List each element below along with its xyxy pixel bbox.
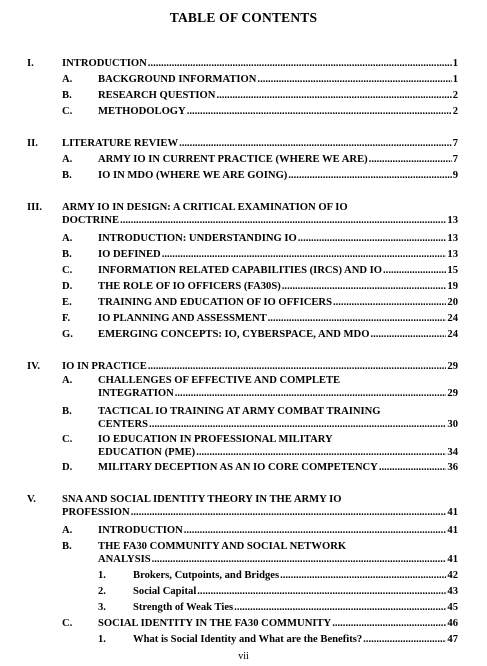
dot-leader (148, 361, 447, 373)
toc-entry-title: CHALLENGES OF EFFECTIVE AND COMPLETE (98, 375, 341, 386)
toc-entry-title: ARMY IO IN DESIGN: A CRITICAL EXAMINATION OF IO (62, 202, 348, 213)
toc-entry-title: Brokers, Cutpoints, and Bridges (133, 570, 280, 581)
toc-entry-number: C. (62, 106, 73, 117)
toc-entry-page: 24 (447, 313, 458, 324)
toc-entry-page: 7 (452, 154, 458, 165)
toc-entry-number: V. (27, 494, 36, 505)
toc-entry-line (133, 602, 458, 614)
toc-entry-title-continued: CENTERS (98, 419, 149, 430)
page-number-footer: vii (238, 651, 249, 662)
dot-leader (152, 554, 447, 566)
toc-entry-line (98, 265, 458, 277)
toc-entry-number: B. (62, 249, 72, 260)
toc-entry-page: 13 (447, 215, 458, 226)
toc-entry-line (133, 586, 458, 598)
toc-entry-page: 45 (447, 602, 458, 613)
toc-entry-number: 1. (98, 570, 106, 581)
dot-leader (179, 138, 452, 150)
dot-leader (197, 586, 446, 598)
toc-entry-title-continued: PROFESSION (62, 507, 130, 518)
toc-entry-number: G. (62, 329, 73, 340)
dot-leader (120, 215, 446, 227)
toc-entry-title-continued: DOCTRINE (62, 215, 120, 226)
toc-entry-line (62, 58, 458, 70)
toc-entry-line (98, 313, 458, 325)
toc-entry-line (98, 233, 458, 245)
toc-entry-line (98, 281, 458, 293)
toc-entry-number: B. (62, 90, 72, 101)
toc-entry-line (98, 618, 458, 630)
toc-entry-title: EMERGING CONCEPTS: IO, CYBERSPACE, AND MDO (98, 329, 370, 340)
toc-entry-title: Social Capital (133, 586, 197, 597)
toc-entry-title: SNA AND SOCIAL IDENTITY THEORY IN THE ARMY IO (62, 494, 342, 505)
dot-leader (184, 525, 447, 537)
dot-leader (187, 106, 452, 118)
toc-entry-line (98, 297, 458, 309)
toc-entry-page: 20 (447, 297, 458, 308)
dot-leader (216, 90, 451, 102)
dot-leader (369, 154, 452, 166)
toc-entry-line (98, 554, 458, 566)
toc-entry-number: II. (27, 138, 38, 149)
toc-entry-title: INTRODUCTION (62, 58, 147, 69)
toc-entry-page: 1 (452, 74, 458, 85)
toc-entry-number: D. (62, 281, 73, 292)
toc-entry-page: 29 (447, 361, 458, 372)
dot-leader (370, 329, 446, 341)
toc-entry-number: A. (62, 74, 73, 85)
toc-entry-number: III. (27, 202, 43, 213)
toc-entry-title-continued: ANALYSIS (98, 554, 151, 565)
page-title: TABLE OF CONTENTS (169, 10, 318, 25)
toc-entry-title: METHODOLOGY (98, 106, 186, 117)
toc-entry-page: 34 (447, 447, 458, 458)
toc-entry-page: 47 (447, 634, 458, 645)
dot-leader (148, 58, 452, 70)
toc-entry-number: 3. (98, 602, 106, 613)
toc-entry-line (98, 525, 458, 537)
toc-entry-number: A. (62, 154, 73, 165)
dot-leader (149, 419, 446, 431)
toc-entry-line (133, 570, 458, 582)
toc-entry-page: 13 (447, 233, 458, 244)
toc-entry-number: A. (62, 525, 73, 536)
toc-entry-title: THE ROLE OF IO OFFICERS (FA30S) (98, 281, 281, 292)
toc-entry-title: TRAINING AND EDUCATION OF IO OFFICERS (98, 297, 332, 308)
toc-entry-page: 1 (452, 58, 458, 69)
toc-entry-number: B. (62, 541, 72, 552)
toc-entry-number: 2. (98, 586, 106, 597)
toc-entry-number: B. (62, 406, 72, 417)
toc-entry-line (98, 462, 458, 474)
toc-entry-page: 36 (447, 462, 458, 473)
toc-entry-line (98, 74, 458, 86)
toc-entry-number: E. (62, 297, 72, 308)
toc-entry-title: What is Social Identity and What are the Benefits? (133, 634, 363, 645)
toc-entry-line (62, 138, 458, 150)
toc-entry-number: D. (62, 462, 73, 473)
toc-entry-line (62, 361, 458, 373)
toc-entry-line (62, 215, 458, 227)
toc-entry-page: 19 (447, 281, 458, 292)
toc-entry-title: IO EDUCATION IN PROFESSIONAL MILITARY (98, 434, 333, 445)
toc-entry-line (98, 249, 458, 261)
toc-entry-title: IO PLANNING AND ASSESSMENT (98, 313, 267, 324)
toc-entry-page: 41 (447, 554, 458, 565)
toc-entry-page: 2 (452, 106, 458, 117)
dot-leader (332, 618, 446, 630)
dot-leader (383, 265, 446, 277)
toc-entry-line (98, 419, 458, 431)
toc-entry-title: RESEARCH QUESTION (98, 90, 216, 101)
toc-entry-number: 1. (98, 634, 106, 645)
toc-entry-title: MILITARY DECEPTION AS AN IO CORE COMPETENCY (98, 462, 378, 473)
dot-leader (175, 388, 447, 400)
dot-leader (363, 634, 446, 646)
toc-entry-page: 9 (452, 170, 458, 181)
dot-leader (162, 249, 447, 261)
toc-entry-number: IV. (27, 361, 41, 372)
toc-entry-line (98, 329, 458, 341)
toc-entry-line (98, 106, 458, 118)
toc-entry-line (98, 170, 458, 182)
toc-entry-number: A. (62, 233, 73, 244)
dot-leader (196, 447, 446, 459)
toc-entry-line (98, 154, 458, 166)
toc-entry-number: C. (62, 265, 73, 276)
toc-entry-page: 13 (447, 249, 458, 260)
toc-entry-number: C. (62, 434, 73, 445)
toc-entry-number: A. (62, 375, 73, 386)
toc-entry-title: Strength of Weak Ties (133, 602, 234, 613)
toc-entry-title: THE FA30 COMMUNITY AND SOCIAL NETWORK (98, 541, 347, 552)
toc-entry-title: INFORMATION RELATED CAPABILITIES (IRCS) AND IO (98, 265, 383, 276)
toc-entry-page: 43 (447, 586, 458, 597)
toc-entry-title: IO IN MDO (WHERE WE ARE GOING) (98, 170, 288, 181)
toc-entry-title: TACTICAL IO TRAINING AT ARMY COMBAT TRAINING (98, 406, 381, 417)
dot-leader (333, 297, 446, 309)
toc-entry-number: B. (62, 170, 72, 181)
toc-entry-line (62, 507, 458, 519)
toc-entry-title: LITERATURE REVIEW (62, 138, 179, 149)
toc-entry-title: IO IN PRACTICE (62, 361, 147, 372)
toc-entry-line (133, 634, 458, 646)
toc-entry-title: BACKGROUND INFORMATION (98, 74, 257, 85)
toc-entry-page: 42 (447, 570, 458, 581)
dot-leader (131, 507, 447, 519)
toc-entry-title: ARMY IO IN CURRENT PRACTICE (WHERE WE ARE) (98, 154, 368, 165)
toc-entry-title-continued: EDUCATION (PME) (98, 447, 196, 458)
dot-leader (379, 462, 447, 474)
toc-entry-line (98, 447, 458, 459)
toc-entry-title-continued: INTEGRATION (98, 388, 174, 399)
dot-leader (257, 74, 451, 86)
toc-entry-page: 15 (447, 265, 458, 276)
dot-leader (282, 281, 447, 293)
toc-entry-line (98, 388, 458, 400)
toc-entry-page: 24 (447, 329, 458, 340)
toc-entry-number: I. (27, 58, 34, 69)
toc-entry-title: INTRODUCTION (98, 525, 183, 536)
toc-entry-page: 41 (447, 507, 458, 518)
toc-entry-line (98, 90, 458, 102)
toc-entry-page: 46 (447, 618, 458, 629)
toc-entry-title: INTRODUCTION: UNDERSTANDING IO (98, 233, 297, 244)
toc-entry-number: C. (62, 618, 73, 629)
toc-entry-page: 2 (452, 90, 458, 101)
toc-entry-page: 41 (447, 525, 458, 536)
toc-entry-title: IO DEFINED (98, 249, 161, 260)
toc-entry-page: 30 (447, 419, 458, 430)
dot-leader (234, 602, 446, 614)
dot-leader (280, 570, 446, 582)
toc-entry-number: F. (62, 313, 71, 324)
dot-leader (288, 170, 451, 182)
toc-entry-title: SOCIAL IDENTITY IN THE FA30 COMMUNITY (98, 618, 332, 629)
dot-leader (298, 233, 447, 245)
toc-entry-page: 29 (447, 388, 458, 399)
toc-entry-page: 7 (452, 138, 458, 149)
dot-leader (268, 313, 447, 325)
